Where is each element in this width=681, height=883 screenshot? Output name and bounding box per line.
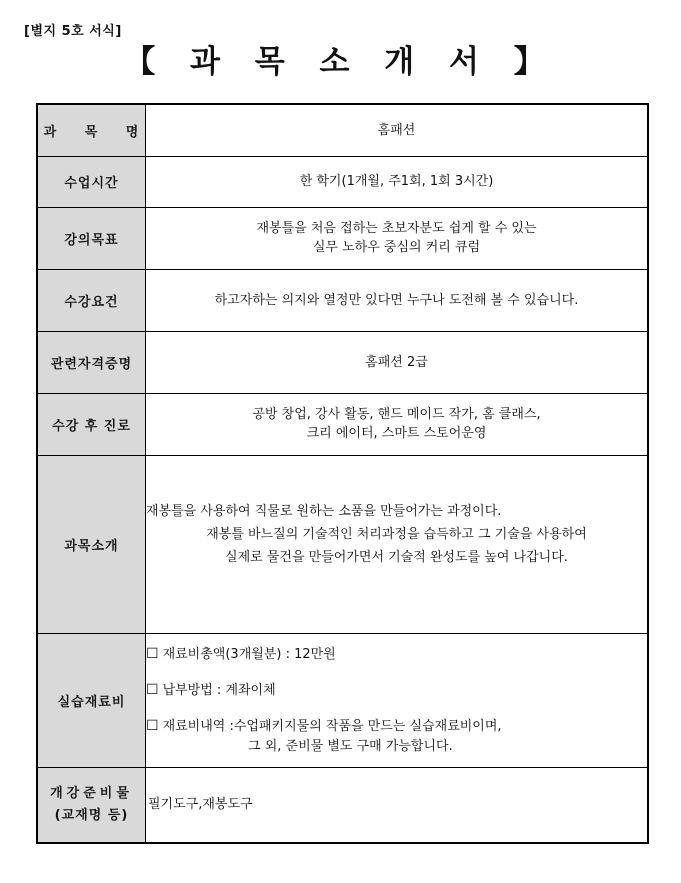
checkbox-icon[interactable]: ☐ <box>146 681 159 698</box>
document-title: 【 과 목 소 개 서 】 <box>124 44 557 80</box>
value-hours: 한 학기(1개월, 주1회, 1회 3시간) <box>146 156 649 207</box>
intro-line-3: 실제로 물건을 만들어가면서 기술적 완성도를 높여 나갑니다. <box>225 549 568 565</box>
row-hours <box>37 156 648 207</box>
label-career: 수강 후 진로 <box>37 393 146 455</box>
goal-line-1: 재봉틀을 처음 접하는 초보자분도 쉽게 할 수 있는 <box>256 221 537 236</box>
label-intro: 과목소개 <box>37 455 146 633</box>
material-item-total <box>146 644 647 665</box>
label-certificate: 관련자격증명 <box>37 331 146 393</box>
value-certificate: 홈패션 2급 <box>146 331 649 393</box>
career-line-1: 공방 창업, 강사 활동, 핸드 메이드 작가, 홈 클래스, <box>252 407 541 422</box>
value-career <box>146 393 649 455</box>
label-supplies <box>37 767 146 843</box>
material-details-text: 재료비내역 :수업패키지물의 작품을 만드는 실습재료비이며, <box>162 718 502 734</box>
checkbox-icon[interactable]: ☐ <box>146 645 159 662</box>
row-intro <box>37 455 648 633</box>
value-subject: 홈패션 <box>146 104 649 156</box>
material-item-payment <box>146 680 647 701</box>
material-total-text: 재료비총액(3개월분) : 12만원 <box>162 646 336 662</box>
label-supplies-line-2: (교재명 등) <box>54 807 129 823</box>
career-line-2: 크리 에이터, 스마트 스토어운영 <box>306 426 487 441</box>
material-item-details <box>146 716 647 737</box>
row-goal <box>37 207 648 269</box>
intro-line-1: 재봉틀을 사용하여 직물로 원하는 소품을 만들어가는 과정이다. <box>146 503 502 519</box>
label-hours: 수업시간 <box>37 156 146 207</box>
row-materials <box>37 633 648 767</box>
intro-line-2: 재봉틀 바느질의 기술적인 처리과정을 습득하고 그 기술을 사용하여 <box>206 526 587 542</box>
course-intro-table <box>36 103 649 844</box>
row-certificate <box>37 331 648 393</box>
label-supplies-line-1: 개강준비물 <box>50 785 133 801</box>
label-subject: 과 목 명 <box>37 104 146 156</box>
checkbox-icon[interactable]: ☐ <box>146 717 159 734</box>
row-supplies <box>37 767 648 843</box>
material-details-continuation: 그 외, 준비물 별도 구매 가능합니다. <box>248 738 453 754</box>
value-supplies: 필기도구,재봉도구 <box>146 767 649 843</box>
value-requirement: 하고자하는 의지와 열정만 있다면 누구나 도전해 볼 수 있습니다. <box>146 269 649 331</box>
row-subject <box>37 104 648 156</box>
row-requirement <box>37 269 648 331</box>
label-goal: 강의목표 <box>37 207 146 269</box>
goal-line-2: 실무 노하우 중심의 커리 큐럼 <box>312 240 481 255</box>
label-materials: 실습재료비 <box>37 633 146 767</box>
value-intro <box>146 455 649 633</box>
value-materials <box>146 633 649 767</box>
label-requirement: 수강요건 <box>37 269 146 331</box>
row-career <box>37 393 648 455</box>
material-payment-text: 납부방법 : 계좌이체 <box>162 682 276 698</box>
value-goal <box>146 207 649 269</box>
form-number-label: [별지 5호 서식] <box>24 24 122 39</box>
